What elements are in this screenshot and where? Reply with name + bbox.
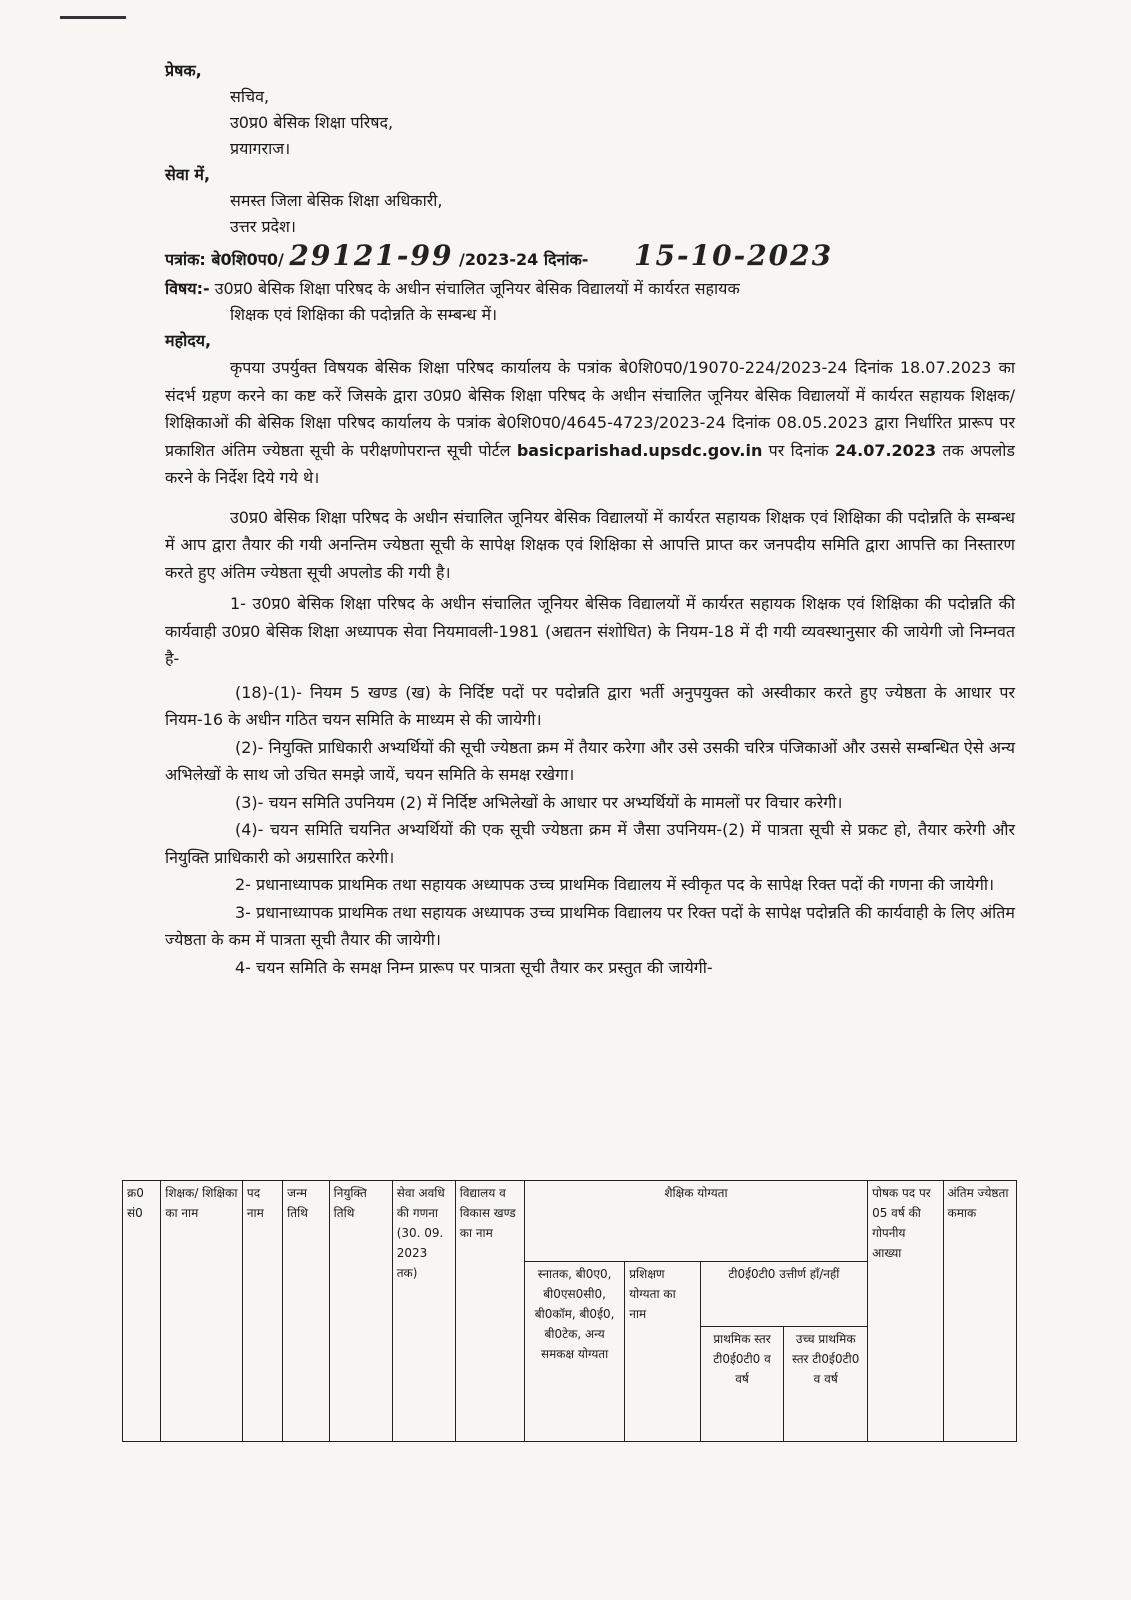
subject-text-2: शिक्षक एवं शिक्षिका की पदोन्नति के सम्बन्ध में। — [230, 305, 498, 324]
para1-url: basicparishad.upsdc.gov.in — [516, 440, 763, 460]
point-2: 2- प्रधानाध्यापक प्राथमिक तथा सहायक अध्यापक उच्च प्राथमिक विद्यालय में स्वीकृत पद के सापेक्ष रिक्त पदों की गणना की जायेगी। — [235, 875, 995, 894]
ref-year: /2023-24 — [459, 250, 539, 269]
point-1: 1- उ0प्र0 बेसिक शिक्षा परिषद के अधीन संचालित जूनियर बेसिक विद्यालयों में कार्यरत सहायक शिक्षक एवं शिक्षिका की पदोन्नति की कार्यवाही उ0प्र0 बेसिक शिक्षा अध्यापक सेवा नियमावली-1981 (अद्यतन संशोधित) के नियम-18 में दी गयी व्यवस्थानुसार की जायेगी जो निम्नवत है- — [165, 594, 1015, 668]
para1-before-url: कृपया उपर्युक्त विषयक बेसिक शिक्षा परिषद कार्यालय के पत्रांक बे0शि0प0/19070-224/2023-24 दिनांक 18.07.2023 का संदर्भ ग्रहण करने का कष्ट करें जिसके द्वारा उ0प्र0 बेसिक शिक्षा परिषद के अधीन संचालित जूनियर बेसिक विद्यालयों में कार्यरत सहायक शिक्षक/शिक्षिकाओं की बेसिक शिक्षा परिषद कार्यालय के पत्रांक बे0शि0प0/4645-4723/2023-24 दिनांक 08.05.2023 द्वारा निर्धारित प्रारूप पर प्रकाशित अंतिम ज्येष्ठता सूची के परीक्षणोपरान्त सूची पोर्टल — [165, 358, 1015, 460]
col-school: विद्यालय व विकास खण्ड का नाम — [455, 1181, 524, 1442]
rule-18-3: (3)- चयन समिति उपनियम (2) में निर्दिष्ट अभिलेखों के आधार पर अभ्यर्थियों के मामलों पर विचार करेगी। — [235, 792, 843, 812]
col-final-rank: अंतिम ज्येष्ठता कमाक — [943, 1181, 1017, 1442]
para1-after: तक अपलोड करने के निर्देश दिये गये थे। — [165, 440, 1015, 487]
ref-prefix: बे0शि0प0/ — [211, 250, 284, 269]
col-acr: पोषक पद पर 05 वर्ष की गोपनीय आख्या — [868, 1181, 943, 1442]
sender-line-3: प्रयागराज। — [230, 139, 291, 158]
ref-label: पत्रांक: — [165, 250, 206, 269]
col-tet: टी0ई0टी0 उत्तीर्ण हाँ/नहीं — [700, 1262, 867, 1327]
col-graduation: स्नातक, बी0ए0, बी0एस0सी0, बी0कॉम, बी0ई0, बी0टेक, अन्य समकक्ष योग्यता — [524, 1262, 624, 1442]
sender-label: प्रेषक, — [165, 61, 202, 80]
col-teacher-name: शिक्षक/ शिक्षिका का नाम — [161, 1181, 243, 1442]
recipient-line-2: उत्तर प्रदेश। — [230, 217, 296, 236]
para1-mid: पर दिनांक — [768, 440, 829, 460]
para1-date: 24.07.2023 — [834, 440, 937, 460]
col-appointment: नियुक्ति तिथि — [329, 1181, 392, 1442]
ref-handwritten-number: 29121-99 — [289, 239, 454, 272]
point-3: 3- प्रधानाध्यापक प्राथमिक तथा सहायक अध्यापक उच्च प्राथमिक विद्यालय पर रिक्त पदों के सापेक्ष पदोन्नति की कार्यवाही के लिए अंतिम ज्येष्ठता के कम में पात्रता सूची तैयार की जायेगी। — [165, 902, 1015, 949]
rule-18-4: (4)- चयन समिति चयनित अभ्यर्थियों की एक सूची ज्येष्ठता क्रम में जैसा उपनियम-(2) में पात्रता सूची से प्रकट हो, तैयार करेगी और नियुक्ति प्राधिकारी को अग्रसारित करेगी। — [165, 820, 1015, 867]
col-sno: क्र0 सं0 — [123, 1181, 161, 1442]
col-education: शैक्षिक योग्यता — [524, 1181, 867, 1262]
eligibility-format-table — [122, 1180, 1017, 1442]
col-tet-upper: उच्च प्राथमिक स्तर टी0ई0टी0 व वर्ष — [784, 1327, 868, 1442]
rule-18-2: (2)- नियुक्ति प्राधिकारी अभ्यर्थियों की सूची ज्येष्ठता क्रम में तैयार करेगा और उसे उसकी चरित्र पंजिकाओं और उससे सम्बन्धित ऐसे अन्य अभिलेखों के साथ जो उचित समझे जायें, चयन समिति के समक्ष रखेगा। — [165, 737, 1015, 784]
sender-line-1: सचिव, — [230, 87, 270, 106]
subject-label: विषय:- — [165, 279, 210, 298]
col-service-period: सेवा अवधि की गणना (30. 09. 2023 तक) — [392, 1181, 455, 1442]
col-tet-primary: प्राथमिक स्तर टी0ई0टी0 व वर्ष — [700, 1327, 784, 1442]
rule-18-1: (18)-(1)- नियम 5 खण्ड (ख) के निर्दिष्ट पदों पर पदोन्नति द्वारा भर्ती अनुपयुक्त को अस्वीकार करते हुए ज्येष्ठता के आधार पर नियम-16 के अधीन गठित चयन समिति के माध्यम से की जायेगी। — [165, 682, 1015, 729]
salutation: महोदय, — [165, 331, 212, 350]
subject-text-1: उ0प्र0 बेसिक शिक्षा परिषद के अधीन संचालित जूनियर बेसिक विद्यालयों में कार्यरत सहायक — [214, 279, 740, 298]
col-dob: जन्म तिथि — [283, 1181, 330, 1442]
letter-body — [165, 58, 1015, 981]
reference-line — [165, 240, 1015, 276]
recipient-label: सेवा में, — [165, 165, 211, 184]
paragraph-1 — [165, 354, 1015, 492]
ref-handwritten-date: 15-10-2023 — [634, 239, 834, 272]
top-edge-mark — [60, 16, 126, 19]
point-4: 4- चयन समिति के समक्ष निम्न प्रारूप पर पात्रता सूची तैयार कर प्रस्तुत की जायेगी- — [235, 957, 713, 977]
recipient-line-1: समस्त जिला बेसिक शिक्षा अधिकारी, — [230, 191, 443, 210]
col-training: प्रशिक्षण योग्यता का नाम — [625, 1262, 700, 1442]
ref-date-label: दिनांक- — [543, 250, 589, 269]
paragraph-2: उ0प्र0 बेसिक शिक्षा परिषद के अधीन संचालित जूनियर बेसिक विद्यालयों में कार्यरत सहायक शिक्षक एवं शिक्षिका की पदोन्नति के सम्बन्ध में आप द्वारा तैयार की गयी अनन्तिम ज्येष्ठता सूची के सापेक्ष शिक्षक एवं शिक्षिका से आपत्ति प्राप्त कर जनपदीय समिति द्वारा आपत्ति का निस्तारण करते हुए अंतिम ज्येष्ठता सूची अपलोड की गयी है। — [165, 507, 1015, 582]
sender-line-2: उ0प्र0 बेसिक शिक्षा परिषद, — [230, 113, 394, 132]
col-post: पद नाम — [242, 1181, 282, 1442]
subject-line-1 — [165, 276, 1015, 302]
